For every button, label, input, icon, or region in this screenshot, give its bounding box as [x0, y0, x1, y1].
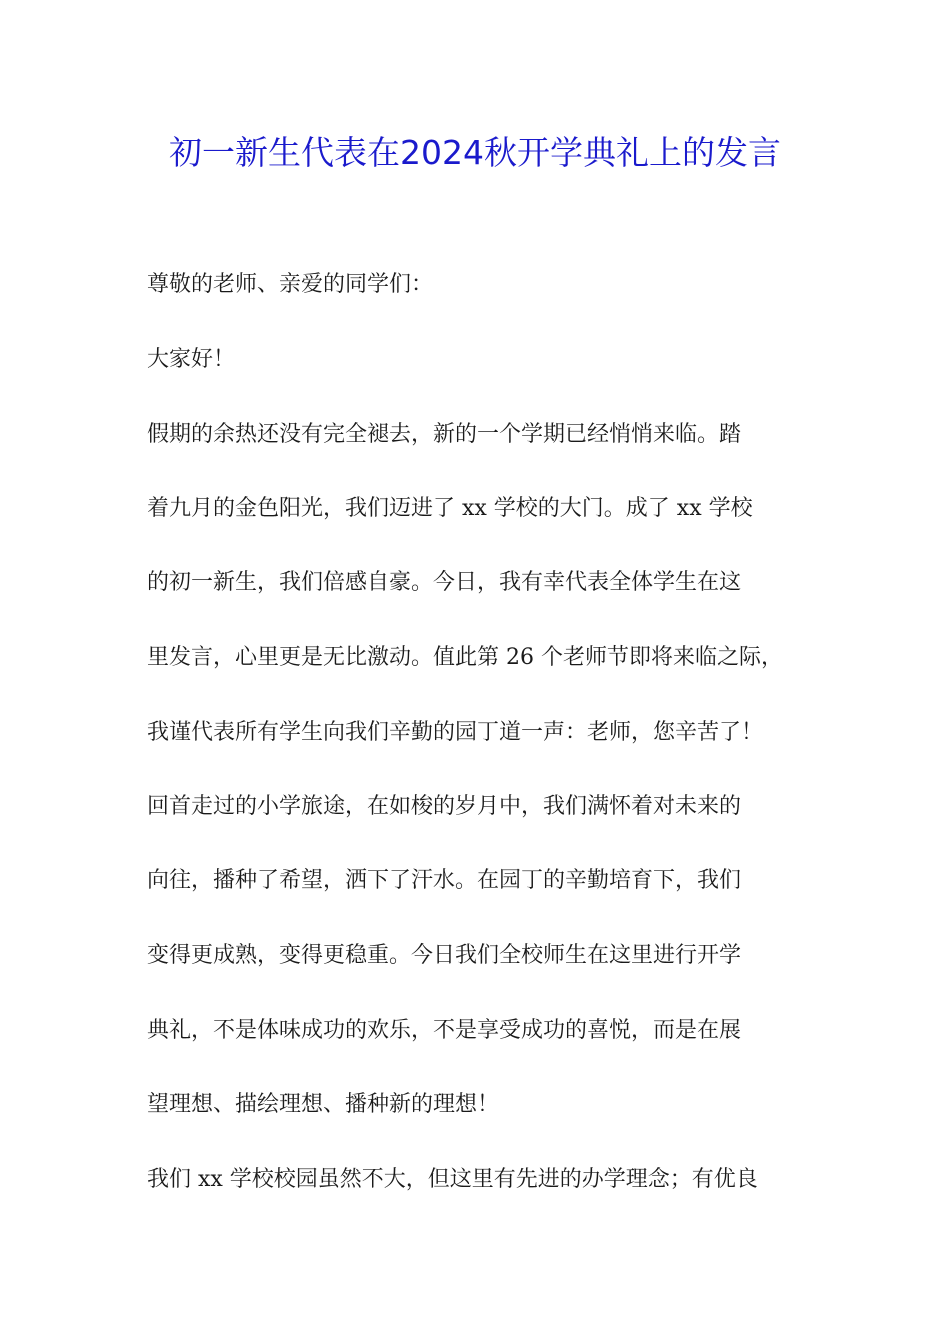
salutation-line: 尊敬的老师、亲爱的同学们： [147, 272, 434, 297]
paragraph-line: 着九月的金色阳光，我们迈进了 xx 学校的大门。成了 xx 学校 [147, 496, 753, 521]
greeting-line: 大家好！ [147, 347, 236, 372]
paragraph-line: 变得更成熟，变得更稳重。今日我们全校师生在这里进行开学 [147, 943, 742, 968]
paragraph-line: 假期的余热还没有完全褪去，新的一个学期已经悄悄来临。踏 [147, 422, 742, 447]
paragraph-line: 望理想、描绘理想、播种新的理想！ [147, 1092, 500, 1117]
paragraph-line: 典礼，不是体味成功的欢乐，不是享受成功的喜悦，而是在展 [147, 1018, 742, 1043]
paragraph-line: 回首走过的小学旅途，在如梭的岁月中，我们满怀着对未来的 [147, 794, 742, 819]
paragraph-line: 我谨代表所有学生向我们辛勤的园丁道一声：老师，您辛苦了！ [147, 720, 764, 745]
paragraph-line: 里发言，心里更是无比激动。值此第 26 个老师节即将来临之际， [147, 645, 783, 670]
paragraph-line: 向往，播种了希望，洒下了汗水。在园丁的辛勤培育下，我们 [147, 868, 742, 893]
paragraph-line: 我们 xx 学校校园虽然不大，但这里有先进的办学理念；有优良 [147, 1167, 758, 1192]
document-title: 初一新生代表在2024秋开学典礼上的发言 [169, 133, 781, 172]
paragraph-line: 的初一新生，我们倍感自豪。今日，我有幸代表全体学生在这 [147, 570, 742, 595]
